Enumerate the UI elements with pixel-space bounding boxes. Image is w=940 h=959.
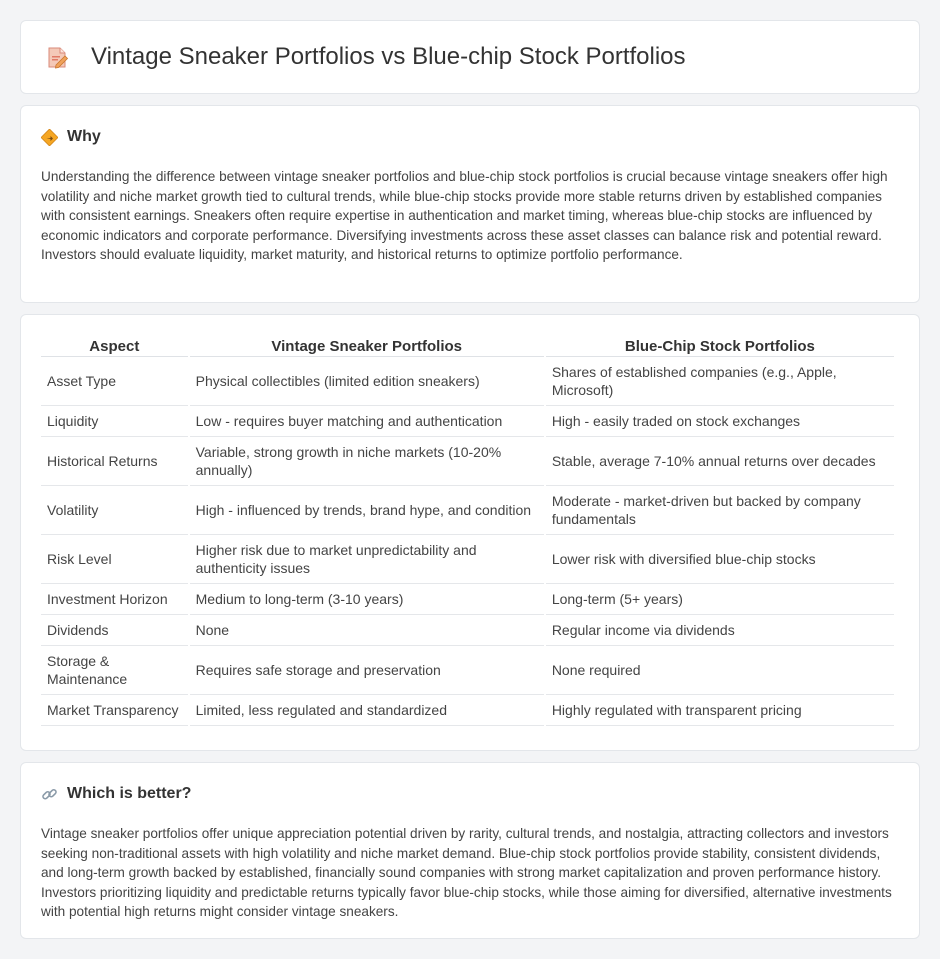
which-better-section <box>20 762 920 939</box>
cell-stocks: Shares of established companies (e.g., Apple, Microsoft) <box>546 357 894 406</box>
cell-sneakers: Low - requires buyer matching and authentication <box>190 406 544 437</box>
cell-sneakers: None <box>190 615 544 646</box>
cell-aspect: Dividends <box>41 615 188 646</box>
table-row <box>41 437 894 486</box>
cell-stocks: Highly regulated with transparent pricing <box>546 695 894 726</box>
comparison-section <box>20 314 920 751</box>
table-row <box>41 615 894 646</box>
cell-sneakers: Medium to long-term (3-10 years) <box>190 584 544 615</box>
header-sneakers: Vintage Sneaker Portfolios <box>190 333 544 357</box>
cell-stocks: Stable, average 7-10% annual returns over decades <box>546 437 894 486</box>
cell-sneakers: High - influenced by trends, brand hype, and condition <box>190 486 544 535</box>
cell-aspect: Risk Level <box>41 535 188 584</box>
cell-aspect: Historical Returns <box>41 437 188 486</box>
cell-stocks: Regular income via dividends <box>546 615 894 646</box>
cell-sneakers: Higher risk due to market unpredictability and authenticity issues <box>190 535 544 584</box>
cell-stocks: None required <box>546 646 894 695</box>
cell-stocks: Lower risk with diversified blue-chip stocks <box>546 535 894 584</box>
table-row <box>41 486 894 535</box>
document-pencil-icon <box>47 45 69 69</box>
cell-aspect: Market Transparency <box>41 695 188 726</box>
link-icon <box>41 786 58 803</box>
table-row <box>41 535 894 584</box>
table-row <box>41 406 894 437</box>
table-row <box>41 584 894 615</box>
why-text: Understanding the difference between vintage sneaker portfolios and blue-chip stock portfolios is crucial because vintage sneakers offer high volatility and niche market growth tied to cultural trends, while blue-chip stocks provide more stable returns driven by established companies with consistent earnings. Sneakers often require expertise in authentication and market timing, whereas blue-chip stocks are influenced by economic indicators and corporate performance. Diversifying investments across these asset classes can balance risk and potential reward. Investors should evaluate liquidity, market maturity, and historical returns to optimize portfolio performance. <box>41 169 888 262</box>
cell-aspect: Volatility <box>41 486 188 535</box>
header-aspect: Aspect <box>41 333 188 357</box>
table-row <box>41 646 894 695</box>
which-better-text: Vintage sneaker portfolios offer unique appreciation potential driven by rarity, cultural trends, and nostalgia, attracting collectors and investors seeking non-traditional assets with high volatility and niche market demand. Blue-chip stock portfolios provide stability, consistent dividends, and long-term growth backed by established, financially sound companies with strong market capitalization and proven performance history. Investors prioritizing liquidity and predictable returns typically favor blue-chip stocks, while those aiming for diversified, alternative investments with potential high returns might consider vintage sneakers. <box>41 826 892 919</box>
cell-aspect: Storage & Maintenance <box>41 646 188 695</box>
cell-sneakers: Requires safe storage and preservation <box>190 646 544 695</box>
cell-sneakers: Variable, strong growth in niche markets (10-20% annually) <box>190 437 544 486</box>
cell-sneakers: Physical collectibles (limited edition sneakers) <box>190 357 544 406</box>
cell-aspect: Investment Horizon <box>41 584 188 615</box>
why-title: Why <box>67 128 101 145</box>
comparison-table <box>39 333 896 726</box>
table-row <box>41 357 894 406</box>
header-stocks: Blue-Chip Stock Portfolios <box>546 333 894 357</box>
why-section <box>20 105 920 303</box>
page-title: Vintage Sneaker Portfolios vs Blue-chip Stock Portfolios <box>91 43 686 70</box>
cell-sneakers: Limited, less regulated and standardized <box>190 695 544 726</box>
table-header-row <box>41 333 894 357</box>
which-better-title: Which is better? <box>67 785 192 802</box>
cell-aspect: Asset Type <box>41 357 188 406</box>
table-row <box>41 695 894 726</box>
cell-stocks: Moderate - market-driven but backed by company fundamentals <box>546 486 894 535</box>
cell-stocks: High - easily traded on stock exchanges <box>546 406 894 437</box>
diamond-signpost-icon <box>41 129 58 146</box>
title-card <box>20 20 920 94</box>
cell-stocks: Long-term (5+ years) <box>546 584 894 615</box>
cell-aspect: Liquidity <box>41 406 188 437</box>
